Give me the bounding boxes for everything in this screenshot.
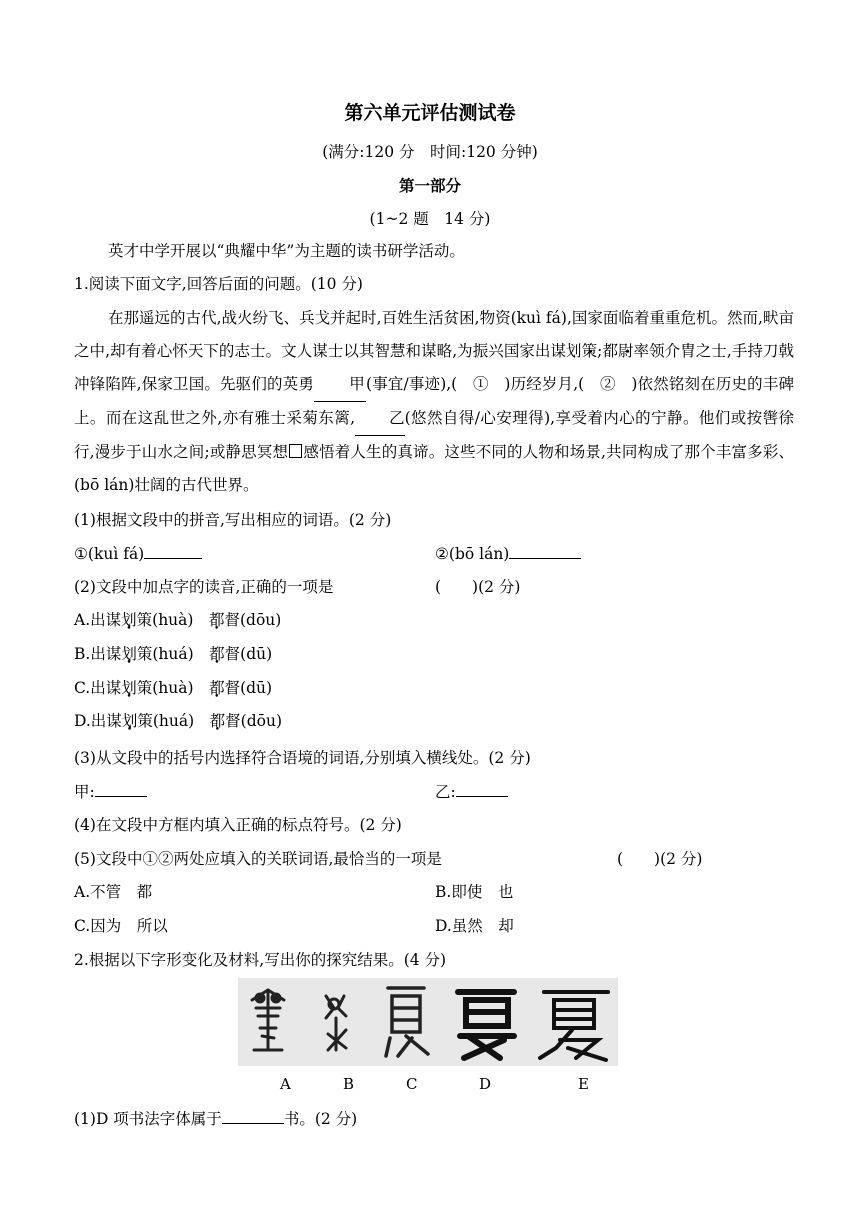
q1-sub3-stem: (3)从文段中的括号内选择符合语境的词语,分别填入横线处。(2 分)	[74, 749, 531, 767]
intro-text: 英才中学开展以“典耀中华”为主题的读书研学活动。	[108, 242, 465, 260]
passage-part-3: 尉率领介胄之士,手持刀戟冲锋陷阵,保家卫国。先驱们的英勇	[74, 342, 794, 393]
option-b[interactable]: B.出谋划策(huá) 都督(dū)	[74, 645, 273, 663]
q1-sub1-answer-b: ②(bō lán)	[435, 544, 581, 564]
passage-part-4: (事宜/事迹),( ① )历经岁月,( ② )依然铭刻在历史的丰碑上。而在这乱世之外,亦有雅士采菊东篱,	[74, 375, 794, 427]
option-d[interactable]: D.出谋划策(huá) 都督(dōu)	[74, 712, 282, 730]
glyph-d	[458, 992, 514, 1058]
glyph-label-b: B	[343, 1075, 355, 1093]
q1-sub4-stem: (4)在文段中方框内填入正确的标点符号。(2 分)	[74, 816, 402, 834]
answer-blank[interactable]	[95, 782, 147, 797]
glyph-label-d: D	[479, 1075, 492, 1093]
exam-meta: (满分:120 分 时间:120 分钟)	[322, 143, 538, 161]
glyph-label-e: E	[578, 1075, 589, 1093]
q1-sub1-stem: (1)根据文段中的拼音,写出相应的词语。(2 分)	[74, 511, 392, 529]
answer-blank[interactable]	[222, 1109, 284, 1124]
q1-sub1-answer-a: ①(kuì fá)	[74, 544, 202, 564]
q1-sub5-stem: (5)文段中①②两处应填入的关联词语,最恰当的一项是	[74, 850, 442, 868]
answer-blank[interactable]	[509, 544, 581, 559]
q2-stem: 2.根据以下字形变化及材料,写出你的探究结果。(4 分)	[74, 951, 447, 969]
q1-stem: 1.阅读下面文字,回答后面的问题。(10 分)	[74, 275, 363, 293]
q1-sub2-stem: (2)文段中加点字的读音,正确的一项是	[74, 578, 334, 596]
dotted-char-hua: 划 •	[566, 342, 582, 360]
glyph-b	[326, 996, 346, 1050]
punctuation-box[interactable]	[289, 444, 302, 458]
option-a[interactable]: A.出谋划策(huà) 都督(dōu)	[74, 611, 282, 629]
glyph-label-c: C	[406, 1075, 418, 1093]
blank-jia[interactable]: 甲	[314, 368, 366, 402]
passage-part-6: 感悟着人生的真谛。这些不同的人物和场景,共同构成了那个丰富多彩、(bō lán)壮阔的古代世界。	[74, 443, 794, 494]
option-b[interactable]: B.即使 也	[435, 883, 514, 901]
option-c[interactable]: C.出谋划策(huà) 都督(dū)	[74, 679, 273, 697]
q1-sub3-answer-yi: 乙:	[435, 782, 508, 802]
glyph-label-a: A	[280, 1075, 291, 1093]
glyph-e	[540, 992, 608, 1060]
page-title: 第六单元评估测试卷	[344, 102, 516, 124]
blank-yi[interactable]: 乙	[355, 402, 405, 436]
passage-part-5: (悠然自得/心安理得),享受着内心的宁静。他们或按辔徐行,漫步于山水之间;或静思冥想	[74, 409, 795, 461]
passage-part-1: 在那遥远的古代,战火纷飞、兵戈并起时,百姓生活贫困,物资(kuì fá),国家面临着重重危机。然而,畎亩之中,却有着心怀天下的志士。文人谋士以其智慧和谋略,为振兴国家出谋	[74, 309, 794, 360]
answer-paren[interactable]: ( )(2 分)	[617, 850, 703, 868]
q1-sub3-answer-jia: 甲:	[74, 782, 147, 802]
option-a[interactable]: A.不管 都	[74, 883, 153, 901]
part-range: (1~2 题 14 分)	[369, 210, 491, 228]
q1-passage	[74, 302, 794, 502]
answer-paren[interactable]: ( )(2 分)	[435, 578, 521, 596]
answer-blank[interactable]	[144, 544, 202, 559]
part-heading: 第一部分	[398, 177, 461, 195]
glyph-evolution-figure	[238, 978, 618, 1066]
glyph-c	[386, 988, 428, 1056]
q2-sub1: (1)D 项书法字体属于 书。(2 分)	[74, 1110, 358, 1128]
option-d[interactable]: D.虽然 却	[435, 917, 514, 935]
passage-part-2: 策;	[581, 342, 603, 360]
dotted-char-du: 都 •	[602, 342, 618, 360]
glyph-a	[252, 990, 284, 1050]
answer-blank[interactable]	[456, 782, 508, 797]
option-c[interactable]: C.因为 所以	[74, 917, 168, 935]
glyph-evolution-image	[238, 978, 618, 1066]
